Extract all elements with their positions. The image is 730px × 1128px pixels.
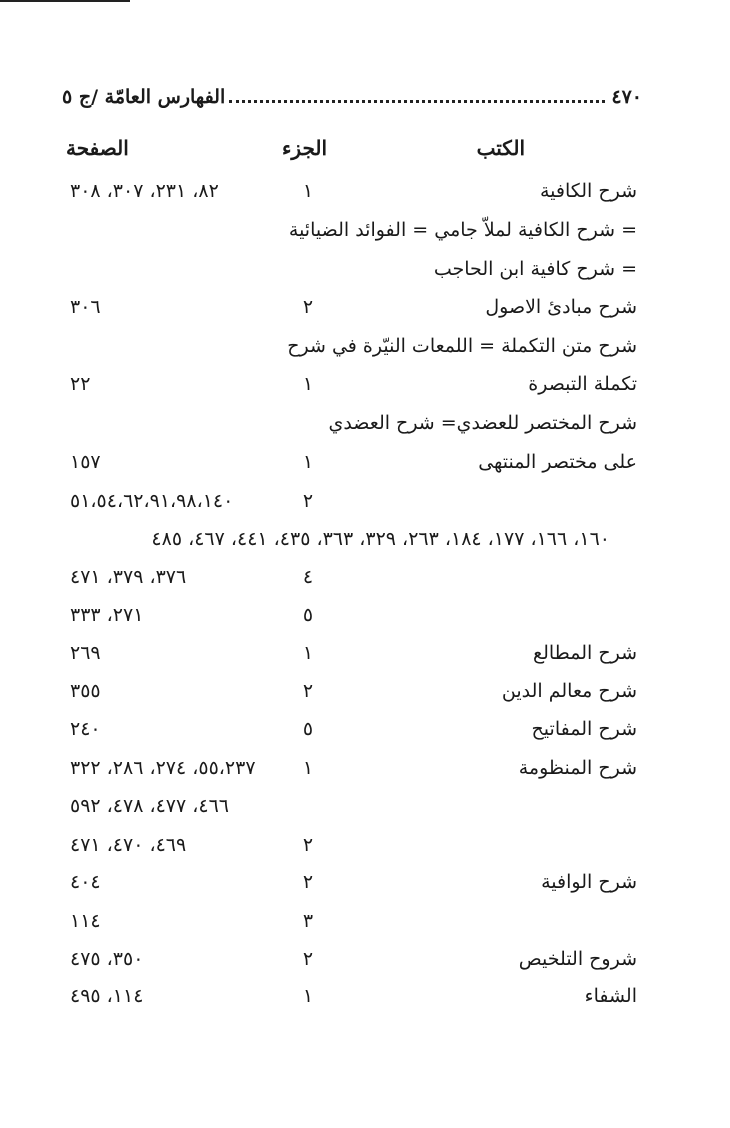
page-numbers: ٨٢، ٢٣١، ٣٠٧، ٣٠٨	[70, 180, 219, 202]
volume-number: ٥	[302, 718, 314, 740]
book-title: شرح الكافية	[539, 180, 637, 202]
table-row	[0, 680, 730, 718]
book-title: = شرح الكافية لملاّ جامي = الفوائد الضيائية	[288, 219, 637, 241]
book-title: تكملة التبصرة	[528, 373, 637, 395]
book-title: شرح المنظومة	[518, 757, 637, 779]
table-row	[0, 910, 730, 948]
table-row	[0, 296, 730, 334]
book-title: الشفاء	[584, 985, 637, 1007]
page-numbers: ١٥٧	[70, 451, 101, 473]
table-row	[0, 335, 730, 373]
book-title: شرح مبادئ الاصول	[485, 296, 637, 318]
table-row	[0, 566, 730, 604]
page-numbers: ٢٧١، ٣٣٣	[70, 604, 144, 626]
page-numbers: ١٦٠، ١٦٦، ١٧٧، ١٨٤، ٢٦٣، ٣٢٩، ٣٦٣، ٤٣٥، ٤٤١، ٤٦٧، ٤٨٥	[151, 528, 610, 550]
book-title: شرح معالم الدين	[501, 680, 637, 702]
volume-number: ١	[302, 642, 314, 664]
page-numbers: ١١٤، ٤٩٥	[70, 985, 144, 1007]
table-row	[0, 219, 730, 257]
volume-number: ٢	[302, 490, 314, 512]
book-title: شرح المطالع	[532, 642, 637, 664]
volume-number: ١	[302, 373, 314, 395]
volume-number: ٢	[302, 948, 314, 970]
table-row	[0, 258, 730, 296]
table-row	[0, 528, 730, 566]
volume-number: ٢	[302, 680, 314, 702]
corner-rule	[0, 0, 130, 2]
page-numbers: ٣٥٥	[70, 680, 101, 702]
page-numbers: ٤٦٩، ٤٧٠، ٤٧١	[70, 834, 187, 856]
book-title: شرح المختصر للعضدي= شرح العضدي	[328, 412, 637, 434]
table-row	[0, 180, 730, 218]
volume-number: ٥	[302, 604, 314, 626]
table-row	[0, 451, 730, 489]
page-numbers: ٤٠٤	[70, 871, 101, 893]
volume-number: ٢	[302, 871, 314, 893]
volume-number: ٢	[302, 834, 314, 856]
page-numbers: ١١٤	[70, 910, 101, 932]
volume-number: ١	[302, 451, 314, 473]
book-title: شرح الوافية	[541, 871, 637, 893]
page-numbers: ٣٥٠، ٤٧٥	[70, 948, 144, 970]
volume-number: ١	[302, 757, 314, 779]
page-numbers: ٥٥،٢٣٧، ٢٧٤، ٢٨٦، ٣٢٢	[70, 757, 256, 779]
volume-number: ١	[302, 985, 314, 1007]
table-row	[0, 871, 730, 909]
book-title: على مختصر المنتهى	[478, 451, 637, 473]
column-header-book: الكتب	[476, 136, 525, 160]
book-title: شروح التلخيص	[518, 948, 637, 970]
column-header-page: الصفحة	[66, 136, 129, 160]
table-row	[0, 373, 730, 411]
page-numbers: ٢٦٩	[70, 642, 101, 664]
running-header	[62, 86, 642, 116]
table-row	[0, 412, 730, 450]
running-title: الفهارس العامّة /ج ٥	[62, 86, 226, 108]
table-row	[0, 948, 730, 986]
table-row	[0, 642, 730, 680]
table-row	[0, 795, 730, 833]
table-row	[0, 604, 730, 642]
table-row	[0, 718, 730, 756]
column-header-part: الجزء	[282, 136, 327, 160]
volume-number: ١	[302, 180, 314, 202]
table-row	[0, 757, 730, 795]
volume-number: ٣	[302, 910, 314, 932]
page-numbers: ٢٢	[70, 373, 91, 395]
table-row	[0, 834, 730, 872]
book-title: شرح المفاتيح	[531, 718, 637, 740]
page-numbers: ٥١،٥٤،٦٢،٩١،٩٨،١٤٠	[70, 490, 234, 512]
page-numbers: ٢٤٠	[70, 718, 101, 740]
book-title: = شرح كافية ابن الحاجب	[433, 258, 637, 280]
page-numbers: ٤٦٦، ٤٧٧، ٤٧٨، ٥٩٢	[70, 795, 230, 817]
leader-dots	[229, 86, 605, 103]
table-row	[0, 985, 730, 1023]
page-number: ٤٧٠	[611, 86, 642, 108]
page-numbers: ٣٠٦	[70, 296, 101, 318]
table-row	[0, 490, 730, 528]
volume-number: ٢	[302, 296, 314, 318]
book-title: شرح متن التكملة = اللمعات النيّرة في شرح	[287, 335, 637, 357]
volume-number: ٤	[302, 566, 314, 588]
page-numbers: ٣٧٦، ٣٧٩، ٤٧١	[70, 566, 187, 588]
